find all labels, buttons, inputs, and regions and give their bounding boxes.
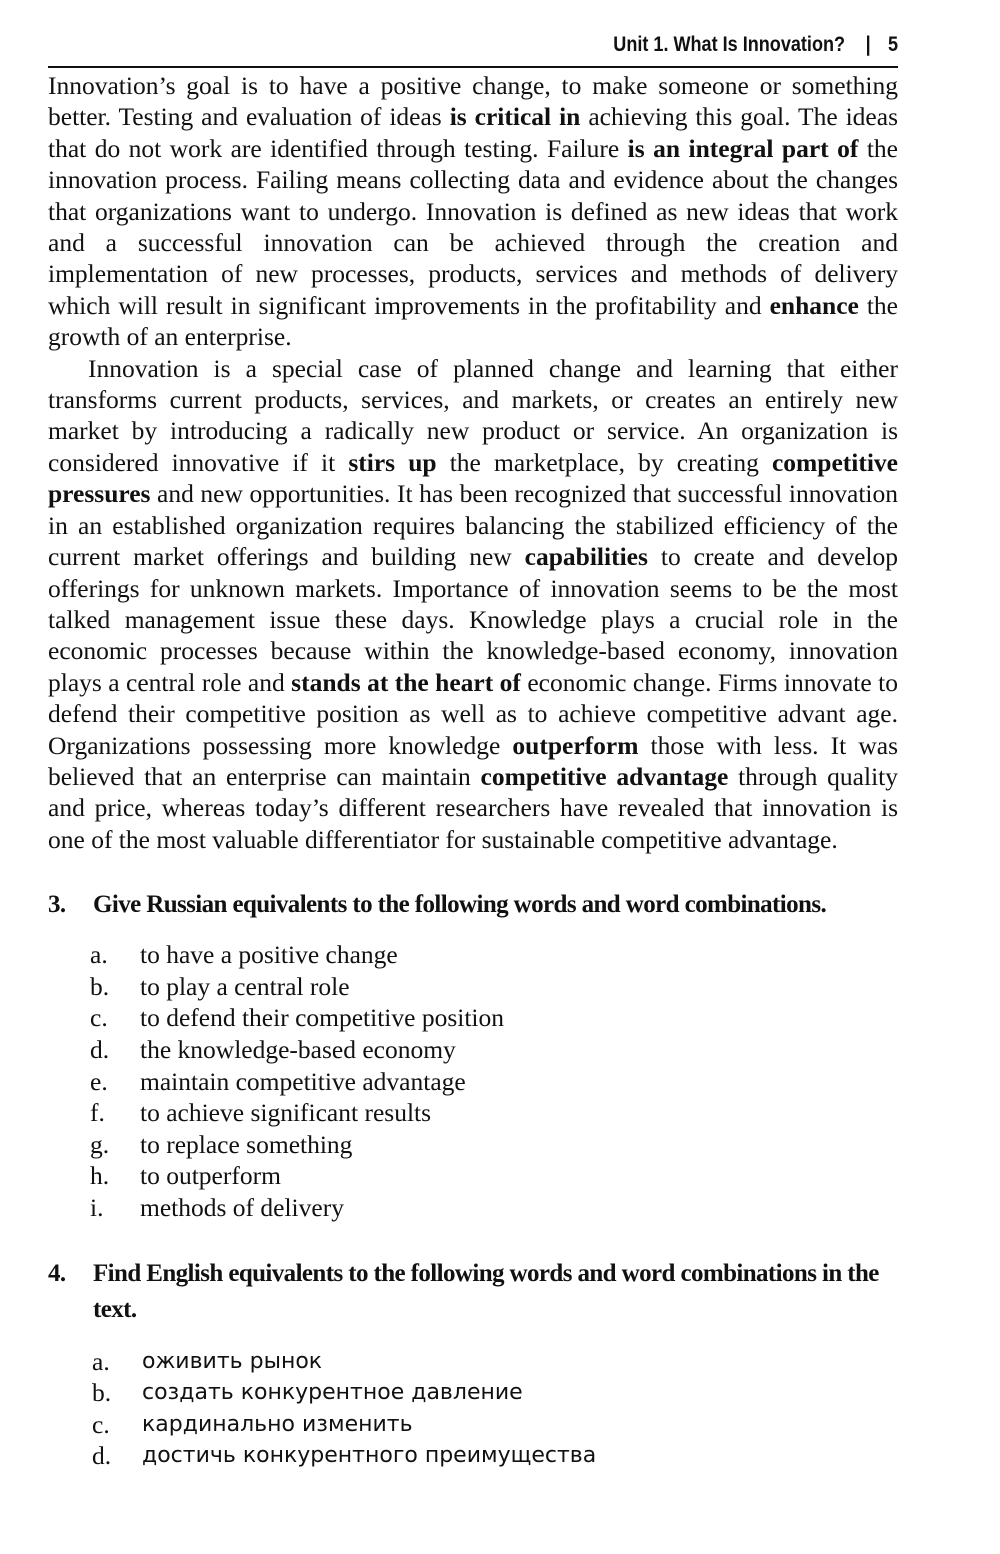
key-term: competitive advantage bbox=[480, 761, 729, 791]
list-item bbox=[48, 1346, 898, 1378]
text-run: achieving this goal. The ideas that do not work are identified through testing. Failure bbox=[48, 102, 898, 163]
list-item bbox=[48, 939, 898, 971]
list-item bbox=[48, 1097, 898, 1129]
text-run: and new opportunities. It has been recognized that successful innovation in an established organization requires balancing the stabilized efficiency of the current market offerings and building new bbox=[48, 479, 898, 572]
exercise-number: 4. bbox=[48, 1259, 66, 1287]
list-item bbox=[48, 1377, 898, 1409]
list-item bbox=[48, 1002, 898, 1034]
text-run: the innovation process. Failing means collecting data and evidence about the changes that organizations want to undergo. Innovation is defined as new ideas that work and a successful innovation can be achieved through the creation and implementation of new processes, products, services and methods of delivery which will result in significant improvements in the profitability and bbox=[48, 133, 899, 320]
item-text: maintain competitive advantage bbox=[140, 1066, 466, 1096]
item-text: to replace something bbox=[140, 1129, 353, 1159]
paragraph-1 bbox=[48, 70, 898, 353]
text-run: those with less. It was believed that an enterprise can maintain bbox=[48, 730, 898, 791]
text-run: the growth of an enterprise. bbox=[48, 290, 898, 352]
key-term: enhance bbox=[769, 290, 859, 320]
exercise-4-list bbox=[48, 1346, 898, 1472]
item-letter: i. bbox=[90, 1192, 104, 1222]
item-letter: c. bbox=[90, 1003, 108, 1033]
item-text: создать конкурентное давление bbox=[142, 1380, 523, 1406]
item-text: to outperform bbox=[140, 1161, 281, 1191]
text-run: Innovation’s goal is to have a positive change, to make someone or something better. Testing and evaluation of ideas bbox=[48, 71, 898, 132]
text-run: to create and develop offerings for unknown markets. Importance of innovation seems to be the most talked management issue these days. Knowledge plays a crucial role in the economic processes because within the knowledge-based economy, innovation plays a central role and bbox=[48, 542, 898, 697]
key-term: competitive pressures bbox=[48, 447, 898, 509]
item-letter: a. bbox=[90, 940, 108, 970]
exercise-3-list bbox=[48, 939, 898, 1223]
list-item bbox=[48, 1192, 898, 1224]
key-term: capabilities bbox=[524, 542, 648, 572]
item-text: to achieve significant results bbox=[140, 1098, 432, 1128]
key-term: is critical in bbox=[449, 102, 581, 132]
exercise-number: 3. bbox=[48, 891, 66, 919]
item-text: достичь конкурентного преимущества bbox=[142, 1443, 597, 1469]
exercise-instruction: Find English equivalents to the following words and word combinations in the text. bbox=[93, 1259, 879, 1323]
item-letter: c. bbox=[92, 1409, 110, 1439]
item-text: methods of delivery bbox=[140, 1192, 344, 1222]
textbook-page bbox=[48, 28, 898, 1472]
header-separator: | bbox=[865, 33, 871, 56]
item-text: to have a positive change bbox=[140, 940, 398, 970]
text-run: economic change. Firms innovate to defend their competitive position as well as to achieve competitive advant age. Organizations possessing more knowledge bbox=[48, 667, 898, 760]
list-item bbox=[48, 1129, 898, 1161]
text-run: Innovation is a special case of planned change and learning that either transforms current products, services, and markets, or creates an entirely new market by introducing a radically new product or service. An organization is considered innovative if it bbox=[48, 353, 898, 477]
item-letter: h. bbox=[90, 1161, 110, 1191]
item-text: оживить рынок bbox=[142, 1348, 323, 1374]
paragraph-2 bbox=[48, 353, 898, 856]
item-letter: b. bbox=[92, 1378, 112, 1408]
key-term: is an integral part of bbox=[627, 133, 859, 163]
item-letter: f. bbox=[90, 1098, 105, 1128]
exercise-3-heading bbox=[48, 887, 898, 923]
item-text: to defend their competitive position bbox=[140, 1003, 504, 1033]
key-term: stands at the heart of bbox=[291, 667, 521, 697]
key-term: outperform bbox=[512, 730, 639, 760]
exercise-4-heading bbox=[48, 1256, 898, 1328]
item-letter: a. bbox=[92, 1346, 110, 1376]
running-header bbox=[167, 28, 898, 62]
header-rule bbox=[48, 66, 898, 68]
text-run: the marketplace, by creating bbox=[436, 447, 772, 477]
item-text: the knowledge-based economy bbox=[140, 1034, 456, 1064]
list-item bbox=[48, 1034, 898, 1066]
list-item bbox=[48, 971, 898, 1003]
reading-text bbox=[48, 70, 898, 855]
item-text: to play a central role bbox=[140, 971, 350, 1001]
page-number: 5 bbox=[887, 33, 898, 56]
item-letter: d. bbox=[92, 1441, 112, 1471]
list-item bbox=[48, 1160, 898, 1192]
list-item bbox=[48, 1440, 898, 1472]
key-term: stirs up bbox=[348, 447, 437, 477]
text-run: through quality and price, whereas today’s different researchers have revealed that innovation is one of the most valuable differentiator for sustainable competitive advantage. bbox=[48, 761, 898, 854]
item-text: кардинально изменить bbox=[142, 1411, 413, 1437]
list-item bbox=[48, 1409, 898, 1441]
list-item bbox=[48, 1066, 898, 1098]
item-letter: e. bbox=[90, 1066, 108, 1096]
item-letter: b. bbox=[90, 971, 110, 1001]
item-letter: d. bbox=[90, 1034, 110, 1064]
exercise-instruction: Give Russian equivalents to the following words and word combinations. bbox=[93, 891, 827, 919]
item-letter: g. bbox=[90, 1129, 110, 1159]
running-title: Unit 1. What Is Innovation? bbox=[613, 33, 846, 56]
